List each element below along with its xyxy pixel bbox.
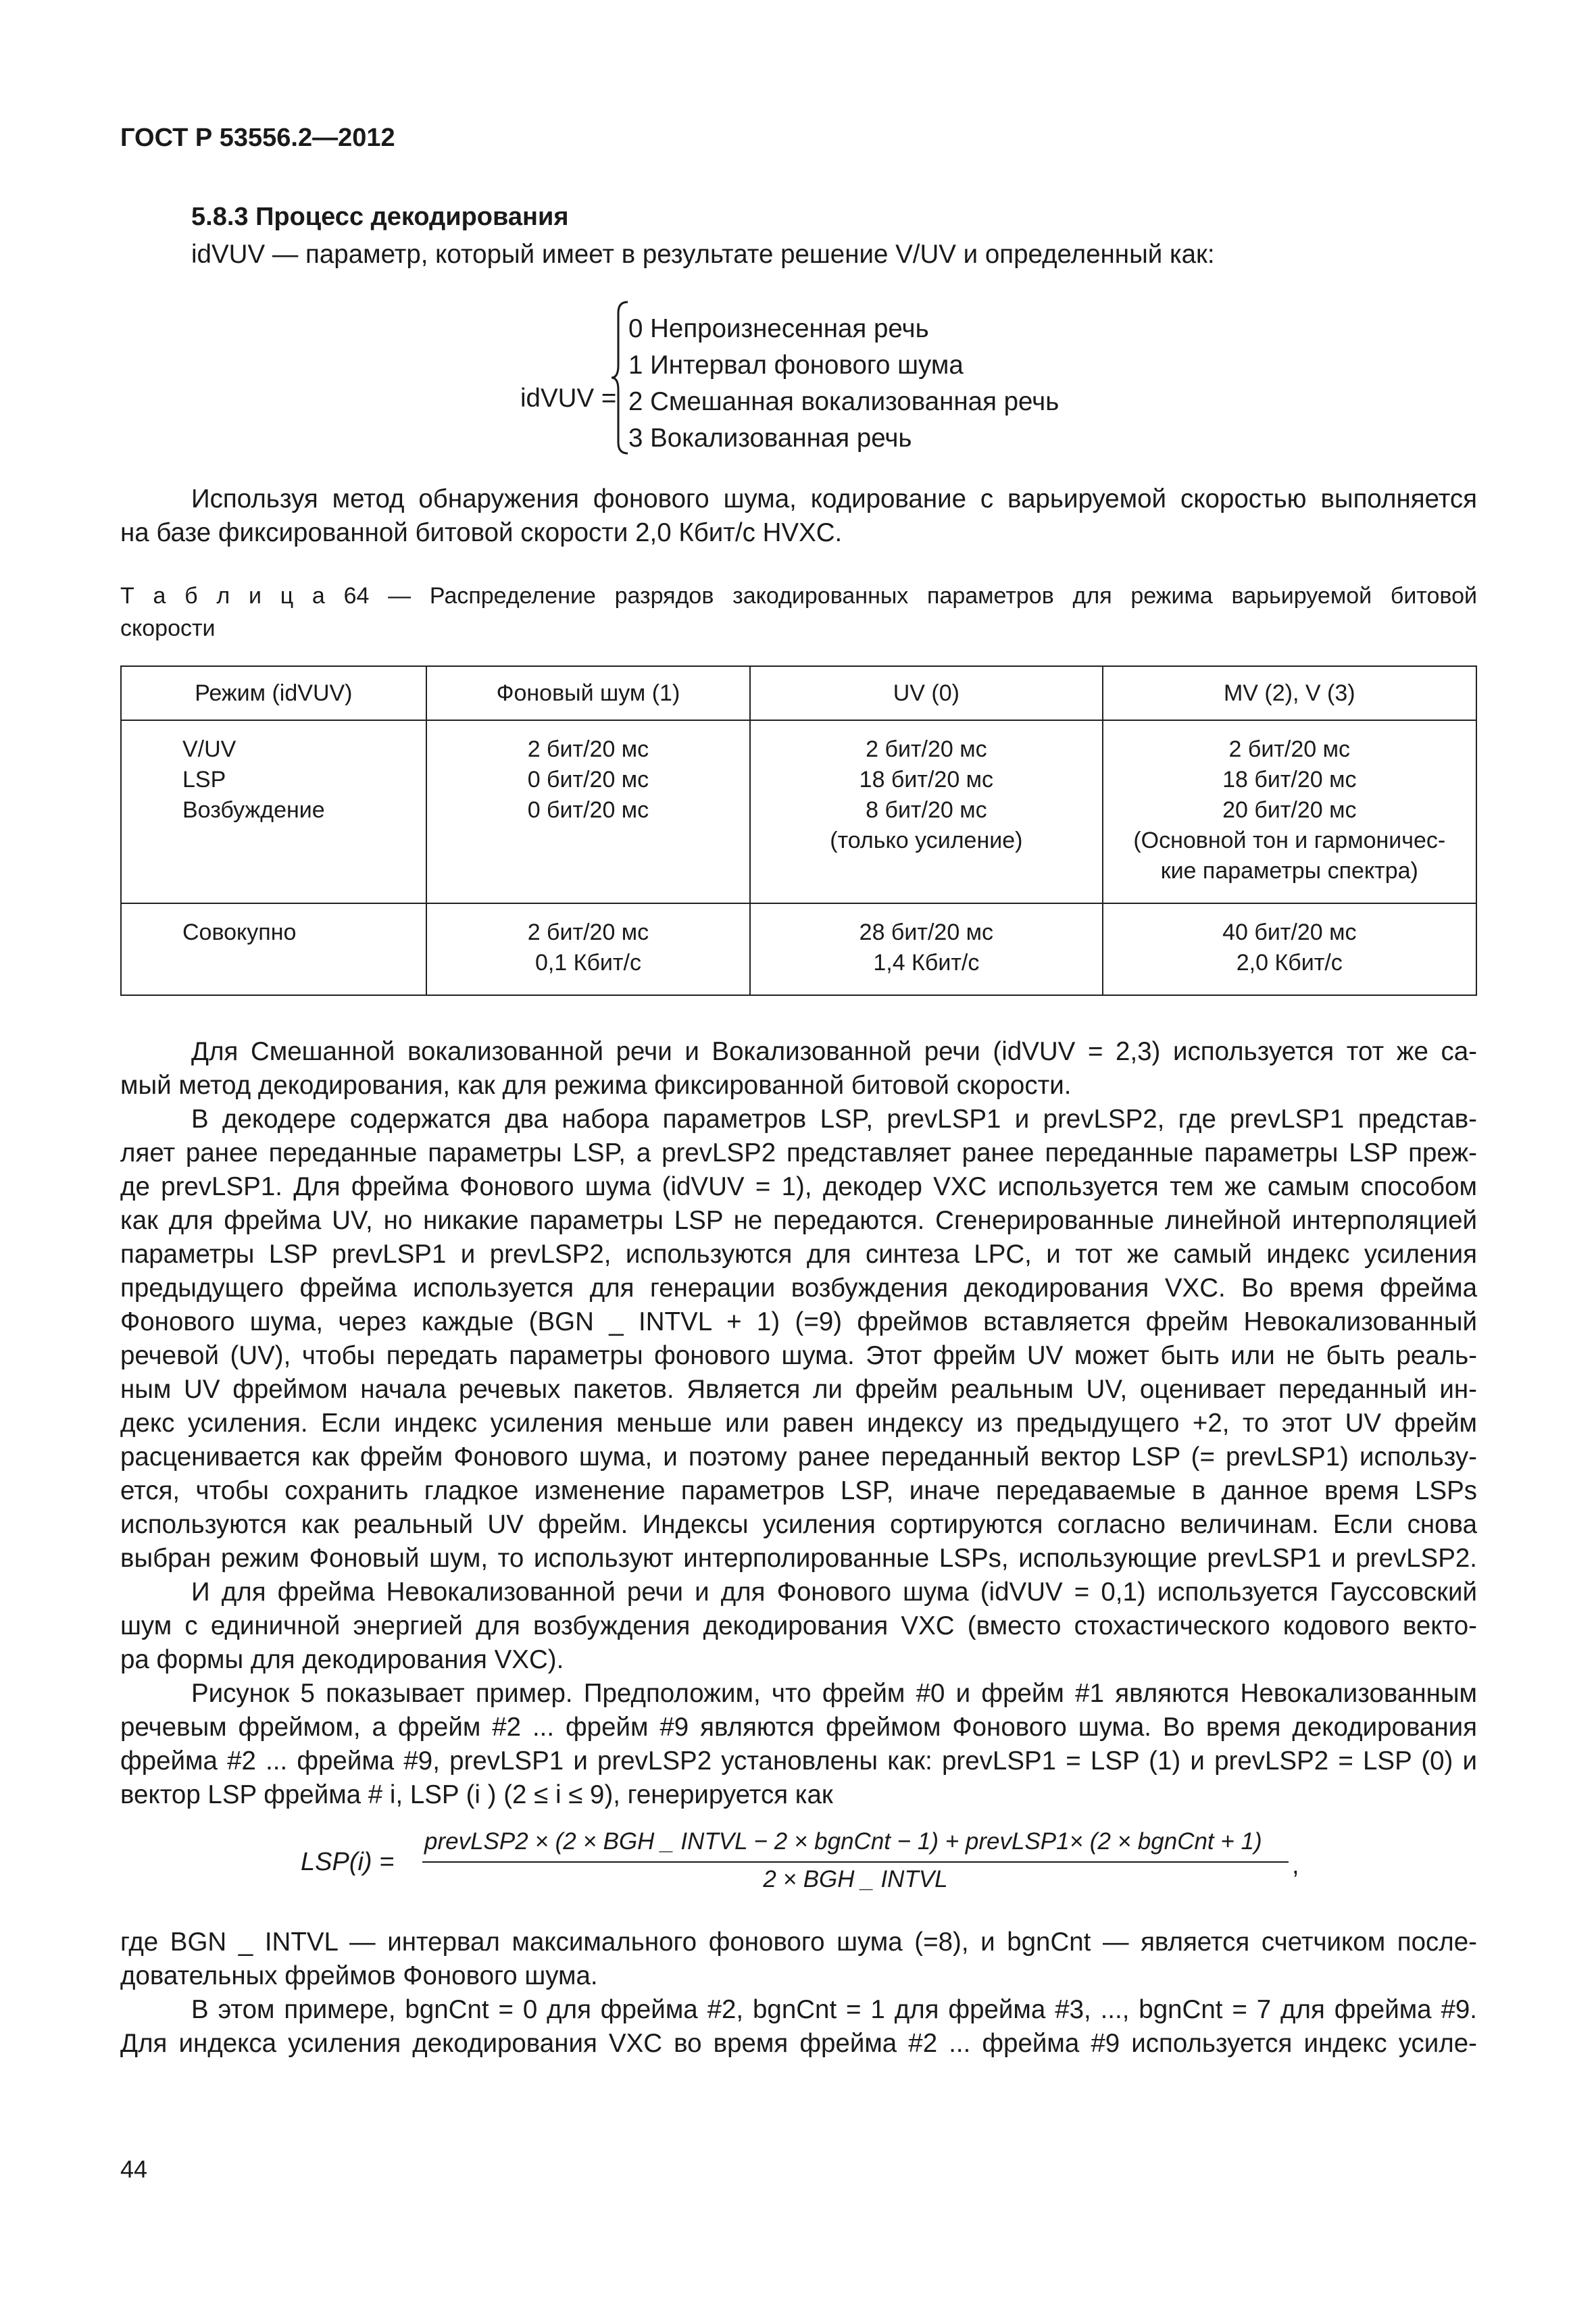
body-line: ляет ранее переданные параметры LSP, а prevLSP2 представляет ранее переданные параметры LSP преж- <box>120 1138 1477 1167</box>
paragraph-line: на базе фиксированной битовой скорости 2,0 Кбит/с HVXC. <box>120 518 843 547</box>
cell-line: Возбуждение <box>182 797 325 823</box>
body-line: Для индекса усиления декодирования VXC во время фрейма #2 ... фрейма #9 используется индекс усиле- <box>120 2029 1477 2058</box>
bit-allocation-table <box>120 665 1477 996</box>
cell-line: 40 бит/20 мс <box>1222 920 1357 945</box>
intro-text: idVUV — параметр, который имеет в результате решение V/UV и определенный как: <box>191 240 1215 269</box>
body-line: речевой (UV), чтобы передать параметры фонового шума. Этот фрейм UV может быть или не быть реаль- <box>120 1341 1477 1370</box>
body-line: как для фрейма UV, но никакие параметры LSP не передаются. Сгенерированные линейной интерполяцией <box>120 1206 1477 1235</box>
cell-line: LSP <box>182 767 226 793</box>
table-header-cell: Режим (idVUV) <box>121 666 426 720</box>
cell-line: 2 бит/20 мс <box>1228 736 1351 762</box>
table-header-cell: UV (0) <box>750 666 1102 720</box>
curly-brace <box>610 299 630 456</box>
table-header-row <box>121 666 1476 720</box>
body-line: де prevLSP1. Для фрейма Фонового шума (idVUV = 1), декодер VXC используется тем же самым способом <box>120 1172 1477 1201</box>
paragraph-line: Используя метод обнаружения фонового шума, кодирование с варьируемой скоростью выполняется <box>191 484 1477 513</box>
formula-lhs: LSP(i) = <box>301 1848 395 1876</box>
cell-line: V/UV <box>182 736 236 762</box>
cell-line: (Основной тон и гармоничес- <box>1133 828 1446 853</box>
table-cell <box>750 720 1102 903</box>
cell-line: 28 бит/20 мс <box>859 920 994 945</box>
formula-numerator: prevLSP2 × (2 × BGH _ INTVL − 2 × bgnCnt − 1) + prevLSP1× (2 × bgnCnt + 1) <box>424 1828 1262 1855</box>
table-cell <box>750 903 1102 995</box>
body-line: вектор LSP фрейма # i, LSP (i ) (2 ≤ i ≤ 9), генерируется как <box>120 1780 833 1809</box>
body-line: мый метод декодирования, как для режима фиксированной битовой скорости. <box>120 1071 1072 1100</box>
body-line: фрейма #2 ... фрейма #9, prevLSP1 и prevLSP2 установлены как: prevLSP1 = LSP (1) и prevLSP2 = LSP (0) и <box>120 1746 1477 1776</box>
body-line: ра формы для декодирования VXC). <box>120 1645 564 1674</box>
cell-line: Совокупно <box>182 920 297 945</box>
cell-line: кие параметры спектра) <box>1160 858 1418 884</box>
body-line: расценивается как фрейм Фонового шума, и поэтому ранее переданный вектор LSP (= prevLSP1) использу- <box>120 1442 1477 1472</box>
table-row <box>121 903 1476 995</box>
body-line: В этом примере, bgnCnt = 0 для фрейма #2, bgnCnt = 1 для фрейма #3, ..., bgnCnt = 7 для фрейма #9. <box>191 1995 1477 2024</box>
definition-options <box>628 311 1059 457</box>
cell-line: 2 бит/20 мс <box>527 736 649 762</box>
table-cell <box>121 720 426 903</box>
body-line: ным UV фреймом начала речевых пакетов. Является ли фрейм реальным UV, оценивает переданный ин- <box>120 1375 1477 1404</box>
cell-line: 2 бит/20 мс <box>866 736 987 762</box>
body-line: предыдущего фрейма используется для генерации возбуждения декодирования VXC. Во время фрейма <box>120 1274 1477 1303</box>
table-cell <box>1103 720 1476 903</box>
body-line: речевым фреймом, а фрейм #2 ... фрейм #9 являются фреймом Фонового шума. Во время декодирования <box>120 1713 1477 1742</box>
cell-line: 0 бит/20 мс <box>527 797 649 823</box>
definition-option: 0 Непроизнесенная речь <box>628 314 929 343</box>
table-cell <box>1103 903 1476 995</box>
body-line: выбран режим Фоновый шум, то используют интерполированные LSPs, использующие prevLSP1 и prevLSP2. <box>120 1544 1477 1573</box>
body-line: Для Смешанной вокализованной речи и Вокализованной речи (idVUV = 2,3) используется тот же са- <box>191 1037 1477 1066</box>
cell-line: 1,4 Кбит/с <box>873 950 980 976</box>
formula-trail: , <box>1292 1851 1299 1880</box>
table-cell <box>426 720 750 903</box>
definition-option: 1 Интервал фонового шума <box>628 351 964 380</box>
table-caption: скорости <box>120 615 216 641</box>
table-cell <box>121 903 426 995</box>
body-line: ется, чтобы сохранить гладкое изменение параметров LSP, иначе передаваемые в данное время LSPs <box>120 1476 1477 1505</box>
section-title: 5.8.3 Процесс декодирования <box>191 203 569 231</box>
table-header-cell: MV (2), V (3) <box>1103 666 1476 720</box>
definition-lhs: idVUV = <box>520 384 617 413</box>
cell-line: 0,1 Кбит/с <box>534 950 641 976</box>
body-line: используются как реальный UV фрейм. Индексы усиления сортируются согласно величинам. Если снова <box>120 1510 1477 1539</box>
cell-line: 0 бит/20 мс <box>527 767 649 793</box>
body-line: параметры LSP prevLSP1 и prevLSP2, используются для синтеза LPC, и тот же самый индекс усиления <box>120 1240 1477 1269</box>
cell-line: 20 бит/20 мс <box>1222 797 1357 823</box>
cell-line: 18 бит/20 мс <box>859 767 994 793</box>
body-line: довательных фреймов Фонового шума. <box>120 1961 598 1990</box>
table-cell <box>426 903 750 995</box>
table-caption: Т а б л и ц а 64 — Распределение разрядов закодированных параметров для режима варьируемой битовой <box>120 583 1477 609</box>
body-line: И для фрейма Невокализованной речи и для Фонового шума (idVUV = 0,1) используется Гауссовский <box>191 1578 1477 1607</box>
table-header-cell: Фоновый шум (1) <box>426 666 750 720</box>
fraction-bar <box>422 1861 1289 1863</box>
body-line: В декодере содержатся два набора параметров LSP, prevLSP1 и prevLSP2, где prevLSP1 представ- <box>191 1105 1477 1134</box>
cell-line: 18 бит/20 мс <box>1222 767 1357 793</box>
body-line: Рисунок 5 показывает пример. Предположим, что фрейм #0 и фрейм #1 являются Невокализованным <box>191 1679 1477 1708</box>
body-line: Фонового шума, через каждые (BGN _ INTVL + 1) (=9) фреймов вставляется фрейм Невокализованный <box>120 1307 1477 1336</box>
page-number: 44 <box>120 2155 148 2183</box>
table-row <box>121 720 1476 903</box>
definition-option: 2 Смешанная вокализованная речь <box>628 387 1059 416</box>
cell-line: (только усиление) <box>830 828 1023 853</box>
cell-line: 8 бит/20 мс <box>866 797 987 823</box>
body-line: где BGN _ INTVL — интервал максимального фонового шума (=8), и bgnCnt — является счетчиком после- <box>120 1928 1477 1957</box>
definition-option: 3 Вокализованная речь <box>628 424 912 453</box>
formula-denominator: 2 × BGH _ INTVL <box>763 1866 948 1892</box>
document-header: ГОСТ Р 53556.2—2012 <box>120 124 395 152</box>
body-line: декс усиления. Если индекс усиления меньше или равен индексу из предыдущего +2, то этот UV фрейм <box>120 1409 1477 1438</box>
cell-line: 2 бит/20 мс <box>527 920 649 945</box>
body-line: шум с единичной энергией для возбуждения декодирования VXC (вместо стохастического кодового векто- <box>120 1611 1477 1640</box>
cell-line: 2,0 Кбит/с <box>1236 950 1343 976</box>
